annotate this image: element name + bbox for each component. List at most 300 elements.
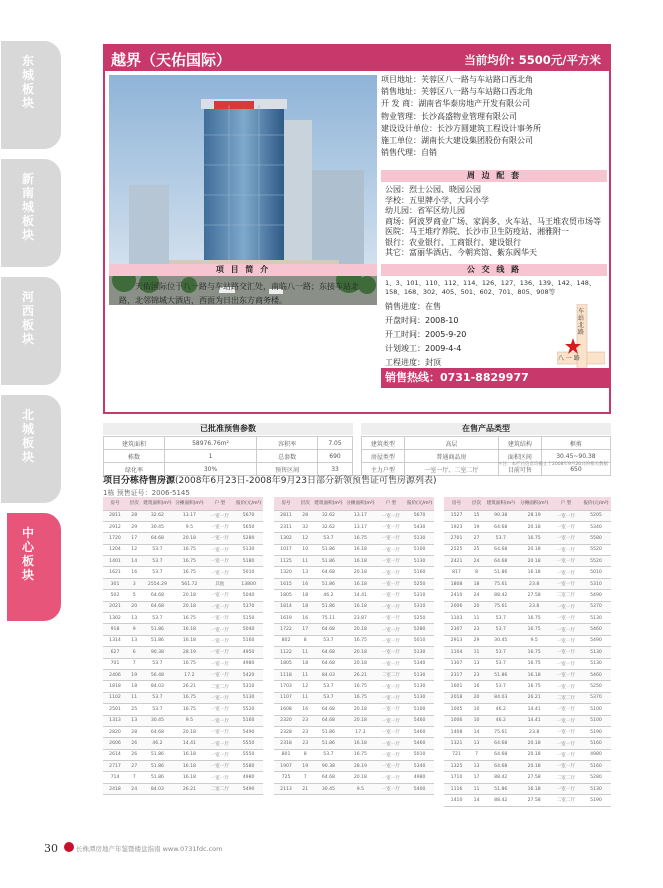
table-cell: 1401 [103,556,127,567]
table-cell: 53.7 [312,533,344,544]
info-line: 施工单位：湖南长大建设集团股份有限公司 [381,136,533,146]
table-cell: 一室一厅 [205,761,234,772]
table-cell: 53.7 [312,749,344,760]
table-row [444,590,611,601]
table-cell: 1104 [444,647,469,658]
header-cell: 房号 [103,497,127,510]
table-row [444,726,611,737]
table-cell: 一室一厅 [551,556,581,567]
table-cell: 房屋类型 [362,450,405,463]
table-cell: 一室一厅 [551,601,581,612]
table-cell: 16 [298,578,312,589]
table-cell: 预售区间 [257,463,318,476]
table-row [103,658,263,669]
sales-line: 开工时间：2005-9-20 [385,330,467,339]
table-row [274,749,434,760]
table-cell: 一室一厅 [551,681,581,692]
table-cell: 53.7 [141,544,173,555]
table-cell: 5550 [234,749,263,760]
table-row [444,749,611,760]
table-cell: 1307 [444,658,469,669]
table-cell: 2318 [274,738,298,749]
table-cell: 5160 [234,715,263,726]
table-cell: 46.2 [484,704,517,715]
header-cell: 分摊面积(m²) [173,497,205,510]
sales-line: 销售进度：在售 [385,302,441,311]
table-cell: 701 [103,658,127,669]
table-row [274,544,434,555]
table-cell: 二室二厅 [551,692,581,703]
table-cell: 一室一厅 [376,772,405,783]
table-cell: 13 [127,635,141,646]
table-cell: 二室二厅 [205,783,234,794]
table-cell: 64.68 [312,715,344,726]
table-cell: 53.7 [141,692,173,703]
table-cell: 一室一厅 [376,738,405,749]
table-cell: 9.5 [344,783,376,794]
table-cell: 11 [298,647,312,658]
table-cell: 一室一厅 [205,669,234,680]
table-cell: 5130 [581,783,611,794]
table-row [274,704,434,715]
table-row [103,635,263,646]
table-row [444,715,611,726]
table-cell: 2320 [274,715,298,726]
table-cell: 21 [298,783,312,794]
table-cell: 9.5 [517,635,550,646]
table-cell: 7 [469,749,484,760]
info-line: 销售地址：芙蓉区八一路与车站路口西北角 [381,87,533,97]
table-cell: 64.68 [484,544,517,555]
table-cell: 30.45 [141,521,173,532]
table-cell: 64.68 [484,521,517,532]
table-cell: 1314 [103,635,127,646]
table-cell: 75.61 [484,601,517,612]
table-cell: 16.75 [517,647,550,658]
side-tab-label: 北城板块 [21,408,34,464]
table-cell: 30.45~90.38 [541,450,610,463]
table-cell: 一室一厅 [205,635,234,646]
table-cell: 17 [298,624,312,635]
table-cell: 8 [298,635,312,646]
table-row [444,601,611,612]
table-row [274,533,434,544]
table-cell: 56.48 [141,669,173,680]
table-cell: 一室一厅 [551,544,581,555]
table-cell: 5130 [581,613,611,624]
table-cell: 5490 [234,783,263,794]
table-row [103,521,263,532]
table-cell: 5180 [234,556,263,567]
table-cell: 46.2 [312,590,344,601]
table-cell: 一室一厅 [551,567,581,578]
table-cell: 690 [318,450,353,463]
table-cell: 24 [469,556,484,567]
table-cell: 53.7 [484,658,517,669]
table-cell: 2525 [444,544,469,555]
table-cell: 18 [127,681,141,692]
table-cell: 650 [541,463,610,476]
sales-line: 开盘时间：2008-10 [385,316,459,325]
table-row [274,635,434,646]
table-cell: 26.21 [173,681,205,692]
table-cell: 2006 [444,601,469,612]
table-row [274,715,434,726]
table-cell: 一室一厅 [205,590,234,601]
table-cell: 5100 [581,715,611,726]
table-cell: 16.18 [344,738,376,749]
table-cell: 84.03 [141,783,173,794]
table-cell: 1805 [274,658,298,669]
table-cell: 25 [127,704,141,715]
sales-line: 工程进度：封顶 [385,358,441,367]
table-cell: 16.75 [173,704,205,715]
table-cell: 5650 [234,521,263,532]
table-cell: 2912 [103,521,127,532]
table-cell: 13.17 [344,521,376,532]
table-cell: 一室一厅 [205,613,234,624]
table-cell: 一室一厅 [551,738,581,749]
table-row [103,692,263,703]
table-cell: 一室一厅 [205,726,234,737]
table-cell: 5130 [581,658,611,669]
table-cell: 一室一厅 [376,635,405,646]
table-cell: 5670 [405,510,434,521]
project-intro [109,264,377,312]
table-cell: 2421 [444,556,469,567]
table-cell: 一室一厅 [205,704,234,715]
table-row [444,624,611,635]
table-cell: 23.87 [344,613,376,624]
project-name: 越界（天佑国际） [111,51,232,69]
table-cell: 51.86 [141,772,173,783]
table-cell: 51.86 [484,669,517,680]
table-cell: 20.18 [517,749,550,760]
table-cell: 8 [469,567,484,578]
table-cell: 一室一厅 [551,510,581,521]
header-cell: 建筑面积(m²) [141,497,173,510]
table-cell: 5130 [581,647,611,658]
table-cell: 58976.76m² [164,437,256,450]
table-cell: 10 [298,544,312,555]
table-cell: 20.18 [517,556,550,567]
table-row [274,669,434,680]
table-cell: 16.75 [173,544,205,555]
surroundings [381,170,607,259]
table-cell: 32.62 [141,510,173,521]
table-header [103,497,263,510]
table-cell: 10 [469,715,484,726]
table-cell: 64.68 [312,772,344,783]
table-cell: 一室一厅 [205,544,234,555]
table-cell: 4980 [581,749,611,760]
table-cell: 20.18 [344,647,376,658]
table-cell: 19 [469,521,484,532]
table-cell: 51.86 [484,567,517,578]
header-cell: 房号 [274,497,298,510]
table-cell: 11 [298,556,312,567]
table-cell: 20.18 [517,738,550,749]
table-cell: 16.75 [173,556,205,567]
table-cell: 2717 [103,761,127,772]
table-cell: 5190 [581,726,611,737]
table-cell: 一室一厅 [376,613,405,624]
table-cell: 26.21 [344,669,376,680]
table-cell: 23 [298,715,312,726]
table-cell: 15 [469,510,484,521]
table-row [274,578,434,589]
table-cell: 16.18 [173,635,205,646]
table-row [274,510,434,521]
table-cell: 90.38 [312,761,344,772]
side-tab-3 [0,276,62,386]
table-cell: 5490 [581,635,611,646]
table-row [444,772,611,783]
table-cell: 27.58 [517,772,550,783]
table-cell: 53.7 [484,681,517,692]
table-cell: 一室一厅 [376,556,405,567]
table-cell: 23 [469,669,484,680]
table-cell: 16 [298,704,312,715]
table-cell: 一室一厅 [551,726,581,737]
table-row [103,567,263,578]
table-cell: 53.7 [141,556,173,567]
table-cell: 1118 [274,669,298,680]
table-cell: 27 [469,533,484,544]
table-cell: 1102 [103,692,127,703]
table-cell: 一室一厅 [205,521,234,532]
table-cell: 53.7 [141,658,173,669]
table-cell: 4980 [234,772,263,783]
table-cell: 14.41 [517,715,550,726]
table-cell: 5340 [581,521,611,532]
table-cell: 2410 [444,590,469,601]
table-cell: 16.75 [517,613,550,624]
table-cell: 28 [298,510,312,521]
side-tab-label: 河西板块 [21,290,34,346]
table-cell: 2113 [274,783,298,794]
table-cell: 26.21 [173,783,205,794]
table-cell: 64.68 [312,624,344,635]
table-row [444,658,611,669]
table-cell: 一室一厅 [551,635,581,646]
table-cell: 16 [469,681,484,692]
table-cell: 28 [127,510,141,521]
table-cell: 84.03 [484,692,517,703]
table-cell: 5550 [234,738,263,749]
table-cell: 一室一厅 [551,647,581,658]
table-cell: 二室二厅 [376,669,405,680]
table-cell: 5150 [234,613,263,624]
map-road-2: 车站北路 [578,308,585,336]
info-line: 销售代理：自销 [381,148,437,158]
table-cell: 一室一厅 [376,704,405,715]
table-cell: 26 [127,738,141,749]
table-row [274,783,434,794]
table-cell: 23.8 [517,578,550,589]
table-cell: 627 [103,647,127,658]
table-cell: 一室一厅 [205,533,234,544]
table-cell: 714 [103,772,127,783]
table-cell: 51.86 [141,761,173,772]
table-row [444,578,611,589]
header-cell: 房号 [444,497,469,510]
table-cell: 5280 [581,772,611,783]
table-cell: 12 [127,544,141,555]
table-cell: 5310 [234,681,263,692]
table-cell: 46.2 [484,715,517,726]
table-cell: 二室二厅 [551,772,581,783]
table-cell: 5370 [234,601,263,612]
table-cell: 16.18 [173,624,205,635]
table-cell: 32 [298,521,312,532]
table-cell: 13.17 [173,510,205,521]
table-cell: 11 [469,647,484,658]
table-cell: 7.05 [318,437,353,450]
table-cell: 2606 [103,738,127,749]
table-cell: 725 [274,772,298,783]
table-cell: 20.18 [173,533,205,544]
table-cell: 20.18 [517,521,550,532]
table-cell: 面积区间 [499,450,542,463]
table-cell: 5580 [234,761,263,772]
table-cell: 90.38 [141,647,173,658]
table-cell: 13800 [234,578,263,589]
project-header [105,46,609,71]
table-cell: 1408 [444,726,469,737]
sales-hotline: 销售热线：0731-8829977 [381,368,609,388]
table-cell: 53.7 [141,613,173,624]
table-cell: 2328 [274,726,298,737]
table-row [274,726,434,737]
table-cell: 1302 [103,613,127,624]
table-cell: 一室一厅 [551,749,581,760]
table-cell: 28 [127,726,141,737]
table-cell: 2018 [444,692,469,703]
table-cell: 20.18 [344,715,376,726]
table-cell: 高层 [404,437,498,450]
table-cell: 建筑结构 [499,437,542,450]
table-cell: 16.75 [517,533,550,544]
table-cell: 5460 [581,669,611,680]
table-cell: 其他 [205,578,234,589]
table-row [103,669,263,680]
table-cell: 2501 [103,704,127,715]
table-cell: 一室一厅 [376,647,405,658]
surroundings-line: 其它：富丽华酒店、今朝宾馆、紫东阁华天 [385,248,537,257]
table-cell: 框剪 [541,437,610,450]
table-row [103,749,263,760]
table-cell: 53.7 [312,692,344,703]
side-tab-5 [0,512,62,622]
table-cell: 5130 [405,681,434,692]
table-cell: 一室一厅 [205,624,234,635]
header-cell: 层次 [469,497,484,510]
product-table [361,436,611,476]
table-cell: 绿化率 [104,463,165,476]
table-cell: 16.18 [517,567,550,578]
table-cell: 16.18 [173,772,205,783]
table-cell: 容积率 [257,437,318,450]
table-cell: 561.72 [173,578,205,589]
table-cell: 5130 [234,692,263,703]
table-cell: 2820 [103,726,127,737]
table-row [103,738,263,749]
table-cell: 5310 [405,590,434,601]
table-cell: 一室一厅 [376,761,405,772]
table-cell: 5130 [405,692,434,703]
table-cell: 14.41 [344,590,376,601]
footnote: ＊注：本栏目信息均截止于2008年9月26日的相关数据 [498,462,609,467]
table-cell: 6 [127,647,141,658]
table-cell: 5040 [234,590,263,601]
table-cell: 29 [127,521,141,532]
table-cell: 13 [469,658,484,669]
table-cell: 16.18 [517,669,550,680]
table-cell: 目前可售 [499,463,542,476]
table-header [444,497,611,510]
table-cell: 5280 [234,533,263,544]
table-cell: 16.18 [344,578,376,589]
table-cell: 一室一厅 [551,533,581,544]
table-row [444,738,611,749]
table-cell: 301 [103,578,127,589]
table-cell: 一室一厅 [551,624,581,635]
table-cell: 11 [127,692,141,703]
table-cell: 16.75 [344,635,376,646]
table-cell: 26 [127,749,141,760]
surroundings-line: 学校：五里牌小学、大同小学 [385,195,489,205]
table-cell: 16.18 [344,544,376,555]
header-cell: 报价(元/m²) [405,497,434,510]
presale-title: 已批准预售参数 [103,423,353,435]
table-row [444,761,611,772]
table-row [103,783,263,794]
table-cell: 88.42 [484,795,517,806]
table-cell: 64.68 [141,533,173,544]
table-cell: 16 [298,613,312,624]
side-tab-nav [0,40,62,630]
table-cell: 75.61 [484,578,517,589]
listing-table-3 [444,497,611,807]
table-cell: 7 [127,658,141,669]
table-cell: 88.42 [484,772,517,783]
table-cell: 5490 [581,590,611,601]
table-cell: 5130 [405,556,434,567]
table-cell: 5250 [405,578,434,589]
info-line: 开 发 商：湖南省华泰房地产开发有限公司 [381,99,531,109]
surroundings-line: 公园：烈士公园、晓园公园 [385,185,481,194]
table-cell: 5460 [405,738,434,749]
table-row [444,795,611,806]
table-cell: 16.75 [517,658,550,669]
table-cell: 一室一厅 [376,749,405,760]
table-cell: 20.18 [173,726,205,737]
table-row [444,544,611,555]
table-cell: 27.58 [517,590,550,601]
table-cell: 16.75 [173,567,205,578]
table-cell: 1907 [274,761,298,772]
table-cell: 1805 [274,590,298,601]
table-row [444,692,611,703]
side-tab-1 [0,40,62,150]
table-cell: 5310 [405,601,434,612]
table-cell: 51.86 [312,738,344,749]
table-row [103,681,263,692]
table-cell: 64.68 [312,567,344,578]
sales-line: 计划竣工：2009-4-4 [385,344,462,353]
table-cell: 14 [127,556,141,567]
